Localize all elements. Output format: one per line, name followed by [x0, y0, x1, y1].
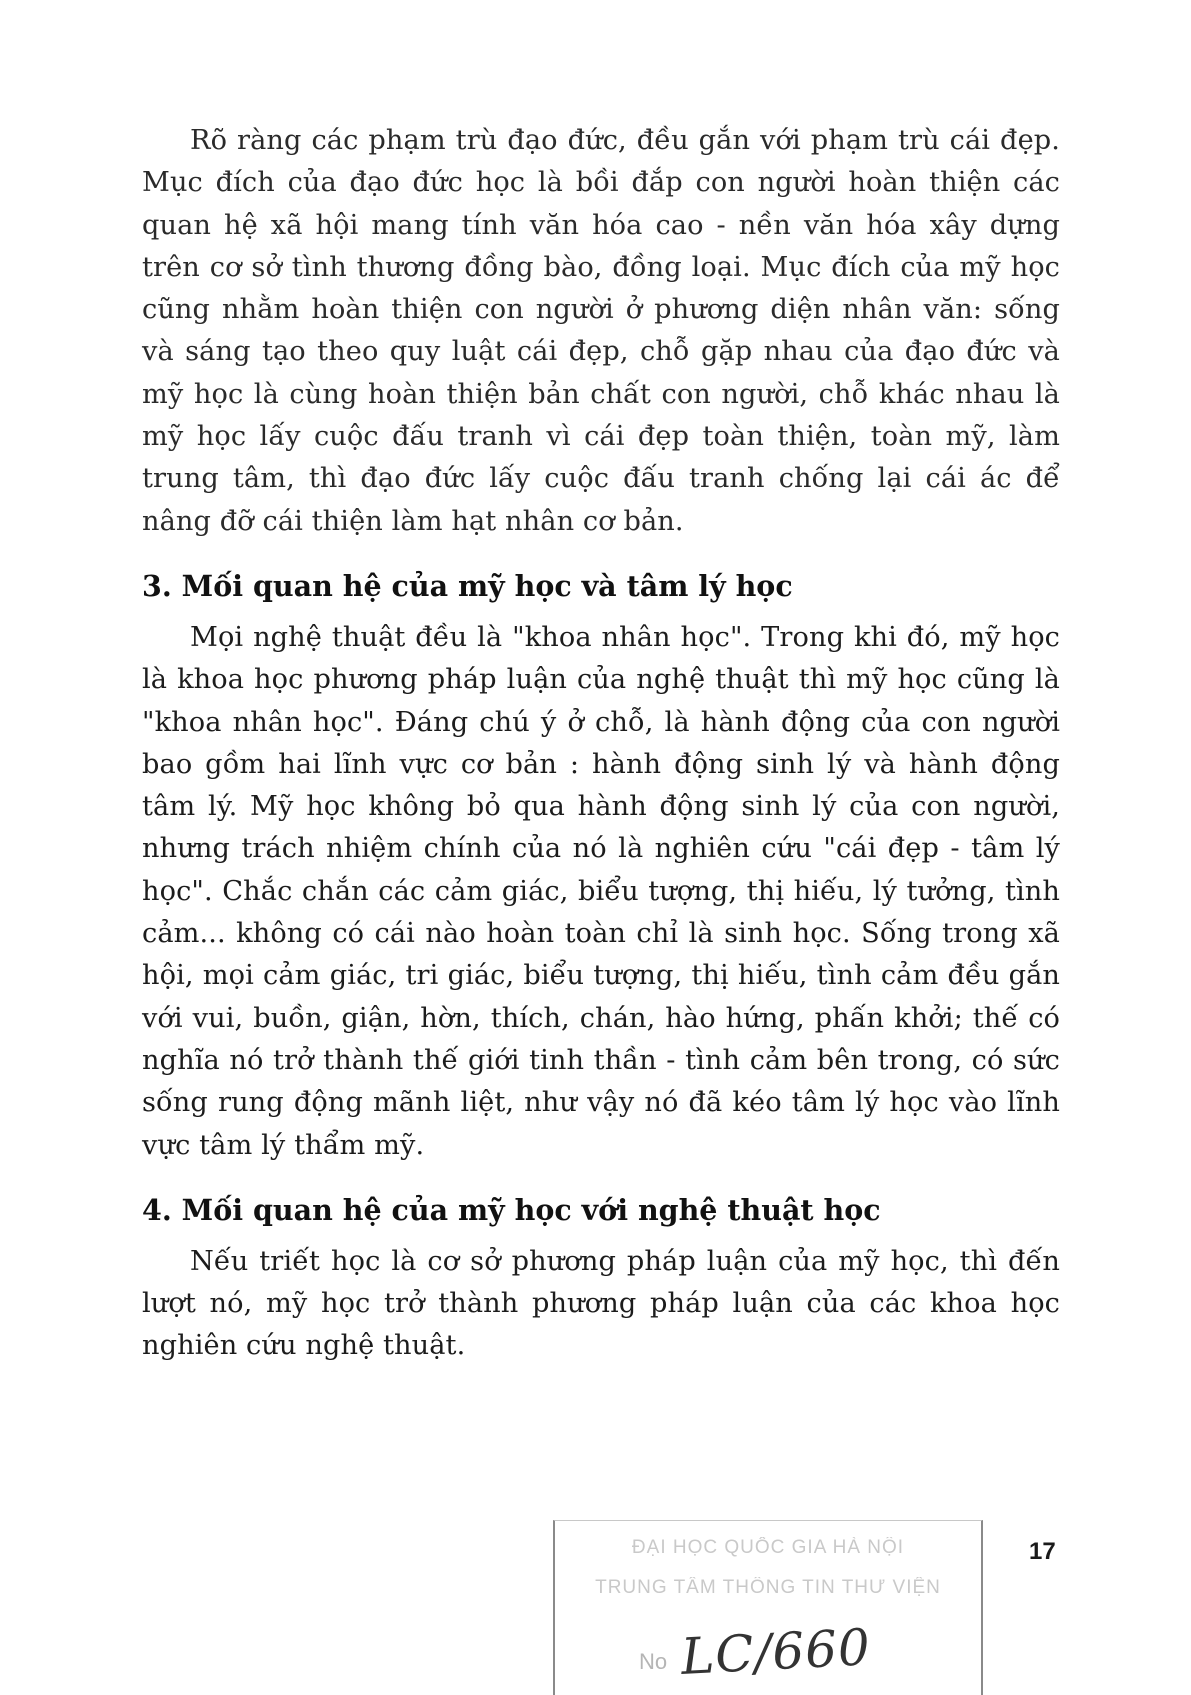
paragraph-art-studies: Nếu triết học là cơ sở phương pháp luận của mỹ học, thì đến lượt nó, mỹ học trở thành phương pháp luận của các khoa học nghiên cứu nghệ thuật. [142, 1245, 1060, 1362]
section-heading-3: 3. Mối quan hệ của mỹ học và tâm lý học [142, 568, 793, 603]
page-number: 17 [1029, 1538, 1056, 1565]
stamp-handwritten-code: LC/660 [679, 1618, 873, 1686]
stamp-number-prefix: No [639, 1649, 668, 1674]
paragraph-psychology: Mọi nghệ thuật đều là "khoa nhân học". Trong khi đó, mỹ học là khoa học phương pháp luận của nghệ thuật thì mỹ học cũng là "khoa nhân học". Đáng chú ý ở chỗ, là hành động của con người bao gồm hai lĩnh vực cơ bản : hành động sinh lý và hành động tâm lý. Mỹ học không bỏ qua hành động sinh lý của con người, nhưng trách nhiệm chính của nó là nghiên cứu "cái đẹp - tâm lý học". Chắc chắn các cảm giác, biểu tượng, thị hiếu, lý tưởng, tình cảm... không có cái nào hoàn toàn chỉ là sinh học. Sống trong xã hội, mọi cảm giác, tri giác, biểu tượng, thị hiếu, tình cảm đều gắn với vui, buồn, giận, hờn, thích, chán, hào hứng, phấn khởi; thế có nghĩa nó trở thành thế giới tinh thần - tình cảm bên trong, có sức sống rung động mãnh liệt, như vậy nó đã kéo tâm lý học vào lĩnh vực tâm lý thẩm mỹ. [142, 621, 1060, 1161]
stamp-university-line: ĐẠI HỌC QUỐC GIA HÀ NỘI [631, 1537, 905, 1558]
section-heading-4: 4. Mối quan hệ của mỹ học với nghệ thuật học [142, 1192, 881, 1227]
paragraph-ethics-aesthetics: Rõ ràng các phạm trù đạo đức, đều gắn với phạm trù cái đẹp. Mục đích của đạo đức học là bồi đắp con người hoàn thiện các quan hệ xã hội mang tính văn hóa cao - nền văn hóa xây dựng trên cơ sở tình thương đồng bào, đồng loại. Mục đích của mỹ học cũng nhằm hoàn thiện con người ở phương diện nhân văn: sống và sáng tạo theo quy luật cái đẹp, chỗ gặp nhau của đạo đức và mỹ học là cùng hoàn thiện bản chất con người, chỗ khác nhau là mỹ học lấy cuộc đấu tranh vì cái đẹp toàn thiện, toàn mỹ, làm trung tâm, thì đạo đức lấy cuộc đấu tranh chống lại cái ác để nâng đỡ cái thiện làm hạt nhân cơ bản. [142, 125, 1060, 537]
library-stamp [553, 1520, 983, 1695]
page-body [142, 120, 1060, 1368]
stamp-library-line: TRUNG TÂM THÔNG TIN THƯ VIỆN [595, 1577, 941, 1598]
